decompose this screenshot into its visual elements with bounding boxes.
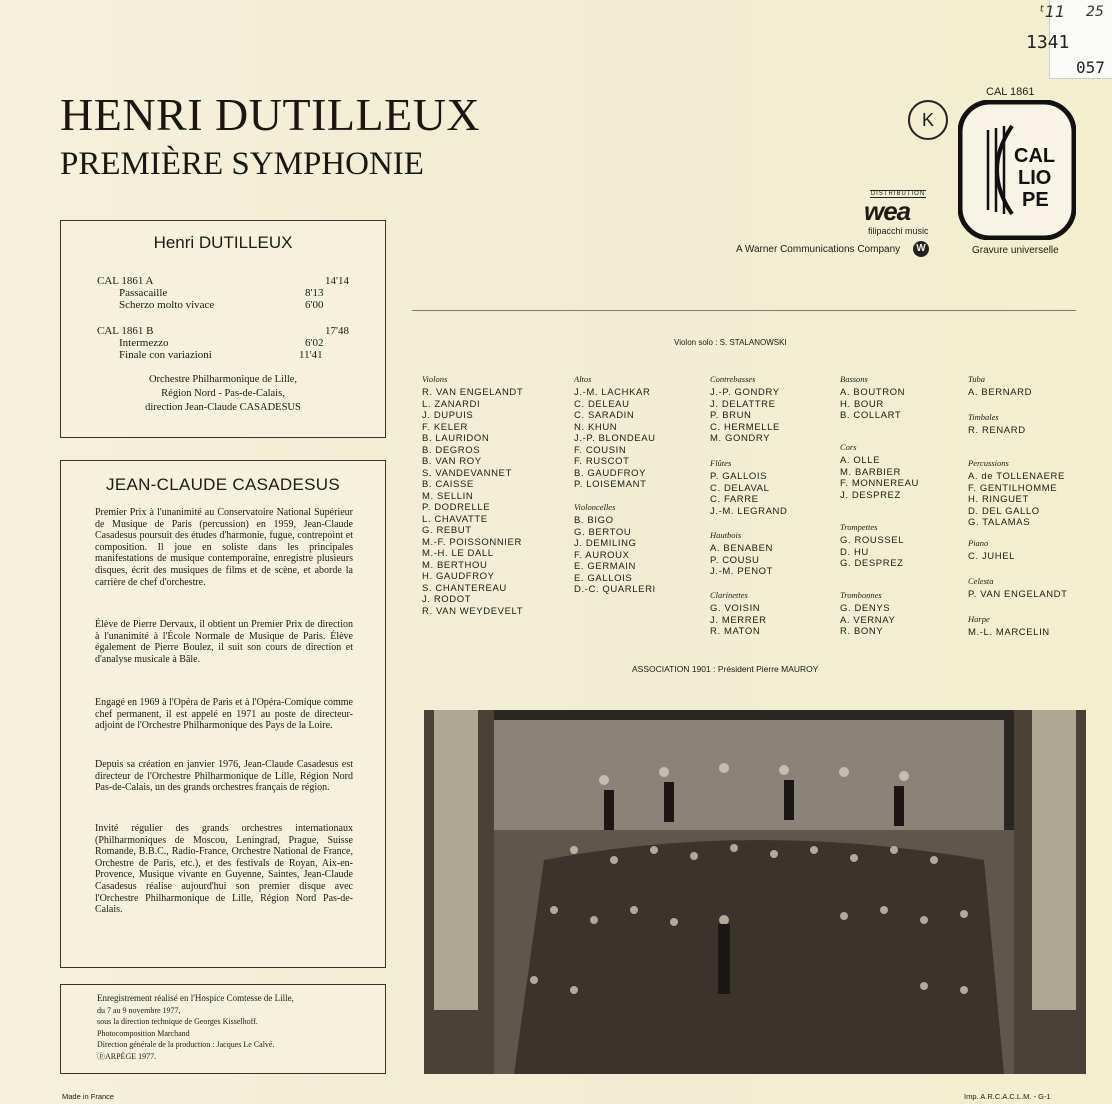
track-title: Scherzo molto vivace xyxy=(119,299,215,311)
credit-line: Direction générale de la production : Jacques Le Calvé. xyxy=(97,1040,275,1049)
musician-name: C. JUHEL xyxy=(968,551,1016,562)
roster-section xyxy=(840,442,919,501)
wea-logo: wea xyxy=(864,196,911,226)
section-heading: Timbales xyxy=(968,412,999,422)
musician-name: P. GALLOIS xyxy=(710,471,768,482)
musician-name: J. DUPUIS xyxy=(422,410,474,421)
credit-line: Enregistrement réalisé en l'Hospice Comtesse de Lille, xyxy=(97,993,294,1003)
musician-name: F. RUSCOT xyxy=(574,456,630,467)
section-heading: Celesta xyxy=(968,576,994,586)
musician-name: H. GAUDFROY xyxy=(422,571,495,582)
musician-name: J. DEMILING xyxy=(574,538,637,549)
program-title: Henri DUTILLEUX xyxy=(153,233,293,252)
printer-line: Imp. A.R.C.A.C.L.M. - G-1 xyxy=(964,1092,1051,1101)
musician-name: C. FARRE xyxy=(710,494,759,505)
track-title: Finale con variazioni xyxy=(119,349,212,361)
section-heading: Flûtes xyxy=(710,458,732,468)
section-heading: Piano xyxy=(968,538,989,548)
roster-section xyxy=(710,374,780,445)
musician-name: J.-M. PENOT xyxy=(710,566,774,577)
credit-line: ⓟARPÈGE 1977. xyxy=(97,1051,157,1061)
orchestra-line: direction Jean-Claude CASADESUS xyxy=(145,402,301,413)
musician-name: L. ZANARDI xyxy=(422,398,481,410)
musician-name: A. BERNARD xyxy=(968,387,1033,398)
program-box xyxy=(60,220,386,438)
section-heading: Tuba xyxy=(968,374,986,384)
svg-text:LIO: LIO xyxy=(1018,167,1052,189)
roster-section xyxy=(840,374,905,422)
musician-name: J. RODOT xyxy=(422,594,472,605)
musician-name: B. CAISSE xyxy=(422,479,474,490)
musician-name: R. BONY xyxy=(840,626,884,637)
musician-name: G. DENYS xyxy=(840,603,891,614)
musician-name: F. COUSIN xyxy=(574,444,627,456)
track-title: Intermezzo xyxy=(119,337,169,349)
musician-name: C. DELAVAL xyxy=(710,482,770,494)
roster-section xyxy=(840,522,904,570)
track-title: Passacaille xyxy=(119,287,168,299)
musician-name: G. BERTOU xyxy=(574,526,632,538)
musician-name: P. VAN ENGELANDT xyxy=(968,589,1068,600)
bio-paragraph: Premier Prix à l'unanimité au Conservatoire National Supérieur de Musique de Paris (percussion) en 1959, Jean-Claude Casadesus poursuit des études d'harmonie, fugue, contrepoint et composition. Il joue en soliste dans les principales manifestations de musique contemporaine, enregistre plusieurs disques, écrit des musiques de films et de scène, et aborde la carrière de chef d'orchestre. xyxy=(95,507,353,588)
section-heading: Altos xyxy=(574,374,592,384)
musician-name: C. DELEAU xyxy=(574,398,630,410)
stamp-number-2: 057 xyxy=(1076,58,1105,77)
musician-name: J.-P. BLONDEAU xyxy=(574,433,656,444)
musician-name: B. VAN ROY xyxy=(422,456,482,467)
musician-name: P. DODRELLE xyxy=(422,502,491,513)
musician-name: D. HU xyxy=(840,546,869,558)
roster-section xyxy=(710,590,767,638)
made-in-france: Made in France xyxy=(62,1092,115,1101)
section-heading: Trompettes xyxy=(840,522,878,532)
musician-name: M. SELLIN xyxy=(422,490,474,502)
musician-name: B. DEGROS xyxy=(422,444,481,456)
musician-name: C. HERMELLE xyxy=(710,421,780,433)
roster-section xyxy=(968,374,1032,399)
musician-name: C. SARADIN xyxy=(574,410,635,421)
warner-company: A Warner Communications Company xyxy=(736,244,901,255)
section-heading: Contrebasses xyxy=(710,374,756,384)
association-line: ASSOCIATION 1901 : Président Pierre MAUROY xyxy=(632,664,819,674)
section-heading: Harpe xyxy=(968,614,990,624)
musician-name: G. TALAMAS xyxy=(968,517,1031,528)
musician-name: J. DELATTRE xyxy=(710,398,776,410)
musician-name: B. GAUDFROY xyxy=(574,467,647,479)
credits-box xyxy=(60,984,386,1074)
credit-line: sous la direction technique de Georges Kisselhoff. xyxy=(97,1017,258,1026)
side-b-label: CAL 1861 B xyxy=(97,325,154,337)
musician-name: G. VOISIN xyxy=(710,603,761,614)
musician-name: D. DEL GALLO xyxy=(968,505,1040,517)
musician-name: P. LOISEMANT xyxy=(574,479,647,490)
musician-name: M.-L. MARCELIN xyxy=(968,627,1050,638)
section-heading: Trombonnes xyxy=(840,590,882,600)
musician-name: A. OLLE xyxy=(840,455,881,466)
bio-paragraph: Invité régulier des grands orchestres internationaux (Philharmoniques de Moscou, Leningrad, Prague, Suisse Romande, B.B.C., Radio-France, Orchestre National de France, Orchestre de Paris, etc.), et des festivals de Royan, Aix-en-Provence, Musique vivante en Guyenne, Saintes, Jean-Claude Casadesus réalise aujourd'hui son premier disque avec l'Orchestre Philharmonique de Lille, Région Nord Pas-de-Calais. xyxy=(95,823,353,916)
bio-paragraph: Élève de Pierre Dervaux, il obtient un Premier Prix de direction à l'unanimité à l'École Normale de Musique de Paris. Élève également de Pierre Boulez, il suit son cours de direction et d'analyse musicale à Bâle. xyxy=(95,619,353,665)
musician-name: N. KHUN xyxy=(574,421,618,433)
side-a-label: CAL 1861 A xyxy=(97,275,154,287)
musician-name: R. VAN ENGELANDT xyxy=(422,387,524,398)
side-a-time: 14'14 xyxy=(325,275,349,287)
musician-name: A. BOUTRON xyxy=(840,387,906,398)
svg-text:CAL: CAL xyxy=(1014,145,1056,167)
musician-name: A. VERNAY xyxy=(840,614,896,626)
musician-name: R. RENARD xyxy=(968,425,1026,436)
handwritten-note: ᵗ11 xyxy=(1040,2,1066,21)
section-heading: Bassons xyxy=(840,374,868,384)
composer-title: HENRI DUTILLEUX xyxy=(60,89,481,140)
musician-name: G. DESPREZ xyxy=(840,558,904,569)
musician-name: B. BIGO xyxy=(574,515,614,526)
bio-paragraph: Engagé en 1969 à l'Opéra de Paris et à l'Opéra-Comique comme chef permanent, il est appelé en 1971 au poste de directeur-adjoint de l'Orchestre Philharmonique des Pays de la Loire. xyxy=(95,697,353,732)
wea-sub: filipacchi music xyxy=(868,226,929,236)
musician-name: J. MERRER xyxy=(710,614,767,626)
musician-name: F. AUROUX xyxy=(574,549,630,561)
section-heading: Violons xyxy=(422,374,448,384)
roster-section xyxy=(710,530,773,578)
side-b-time: 17'48 xyxy=(325,325,349,337)
roster-section xyxy=(968,412,1026,437)
musician-name: A. BENABEN xyxy=(710,543,774,554)
track-time: 11'41 xyxy=(299,349,323,361)
credit-line: Photocomposition Marchand xyxy=(97,1028,190,1038)
roster-section xyxy=(574,502,656,596)
section-heading: Clarinettes xyxy=(710,590,748,600)
musician-name: M. BARBIER xyxy=(840,466,901,478)
musician-name: M. GONDRY xyxy=(710,433,771,444)
roster-section xyxy=(968,538,1015,563)
musician-name: M.-F. POISSONNIER xyxy=(422,536,522,548)
section-heading: Violoncelles xyxy=(574,502,616,512)
biography-title: JEAN-CLAUDE CASADESUS xyxy=(106,475,340,494)
musician-name: M.-H. LE DALL xyxy=(422,548,494,559)
roster-section xyxy=(574,374,656,491)
section-heading: Percussions xyxy=(968,458,1009,468)
distribution-label: DISTRIBUTION xyxy=(870,191,926,197)
musician-name: P. COUSU xyxy=(710,554,760,566)
roster-section xyxy=(968,614,1050,639)
musician-name: J.-M. LACHKAR xyxy=(574,387,651,398)
musician-name: B. COLLART xyxy=(840,410,902,421)
musician-name: R. VAN WEYDEVELT xyxy=(422,605,524,617)
k-logo: K xyxy=(908,100,948,140)
svg-text:PE: PE xyxy=(1022,189,1049,211)
musician-name: P. BRUN xyxy=(710,410,752,421)
musician-name: F. KELER xyxy=(422,421,468,433)
violin-solo: Violon solo : S. STALANOWSKI xyxy=(674,338,787,347)
section-heading: Cors xyxy=(840,442,857,452)
musician-name: F. GENTILHOMME xyxy=(968,482,1058,494)
musician-name: F. MONNEREAU xyxy=(840,478,919,489)
credit-line: du 7 au 9 novembre 1977, xyxy=(97,1005,181,1015)
musician-name: S. VANDEVANNET xyxy=(422,467,512,479)
track-time: 8'13 xyxy=(305,287,324,299)
musician-name: H. RINGUET xyxy=(968,494,1029,505)
roster-section xyxy=(968,458,1065,529)
musician-name: H. BOUR xyxy=(840,398,884,410)
roster-section xyxy=(422,374,523,617)
divider xyxy=(412,310,1076,311)
calliope-motto: Gravure universelle xyxy=(972,245,1059,256)
musician-name: R. MATON xyxy=(710,626,761,637)
orchestra-line: Région Nord - Pas-de-Calais, xyxy=(161,388,285,399)
section-heading: Hautbois xyxy=(710,530,742,540)
musician-name: J. DESPREZ xyxy=(840,489,901,501)
musician-name: G. REBUT xyxy=(422,525,472,536)
bio-paragraph: Depuis sa création en janvier 1976, Jean-Claude Casadesus est directeur de l'Orchestre Philharmonique de Lille, Région Nord Pas-de-Calais, un des grands orchestres français de région. xyxy=(95,759,353,794)
track-time: 6'02 xyxy=(305,337,324,349)
warner-w-icon: W xyxy=(913,241,929,257)
orchestra-photo xyxy=(424,710,1086,1074)
musician-name: A. de TOLLENAERE xyxy=(968,471,1065,482)
musician-name: J.-M. LEGRAND xyxy=(710,505,788,517)
catalog-number: CAL 1861 xyxy=(986,86,1035,98)
stamp-number: 1341 xyxy=(1026,32,1070,53)
roster-section xyxy=(968,576,1068,601)
musician-name: B. LAURIDON xyxy=(422,433,490,444)
musician-name: E. GALLOIS xyxy=(574,572,633,584)
musician-name: L. CHAVATTE xyxy=(422,513,488,525)
musician-name: M. BERTHOU xyxy=(422,559,488,571)
handwritten-note-2: 25 xyxy=(1086,4,1104,20)
roster-section xyxy=(710,458,787,517)
musician-name: D.-C. QUARLERI xyxy=(574,584,656,595)
work-title: PREMIÈRE SYMPHONIE xyxy=(60,146,424,182)
orchestra-line: Orchestre Philharmonique de Lille, xyxy=(148,374,298,385)
musician-name: S. CHANTEREAU xyxy=(422,582,507,594)
calliope-logo xyxy=(958,100,1076,240)
musician-name: G. ROUSSEL xyxy=(840,535,905,546)
track-time: 6'00 xyxy=(305,299,324,311)
musician-name: J.-P. GONDRY xyxy=(710,387,780,398)
credits xyxy=(97,993,294,1062)
roster-section xyxy=(840,590,895,638)
biography-box xyxy=(60,460,386,968)
musician-name: E. GERMAIN xyxy=(574,561,636,572)
